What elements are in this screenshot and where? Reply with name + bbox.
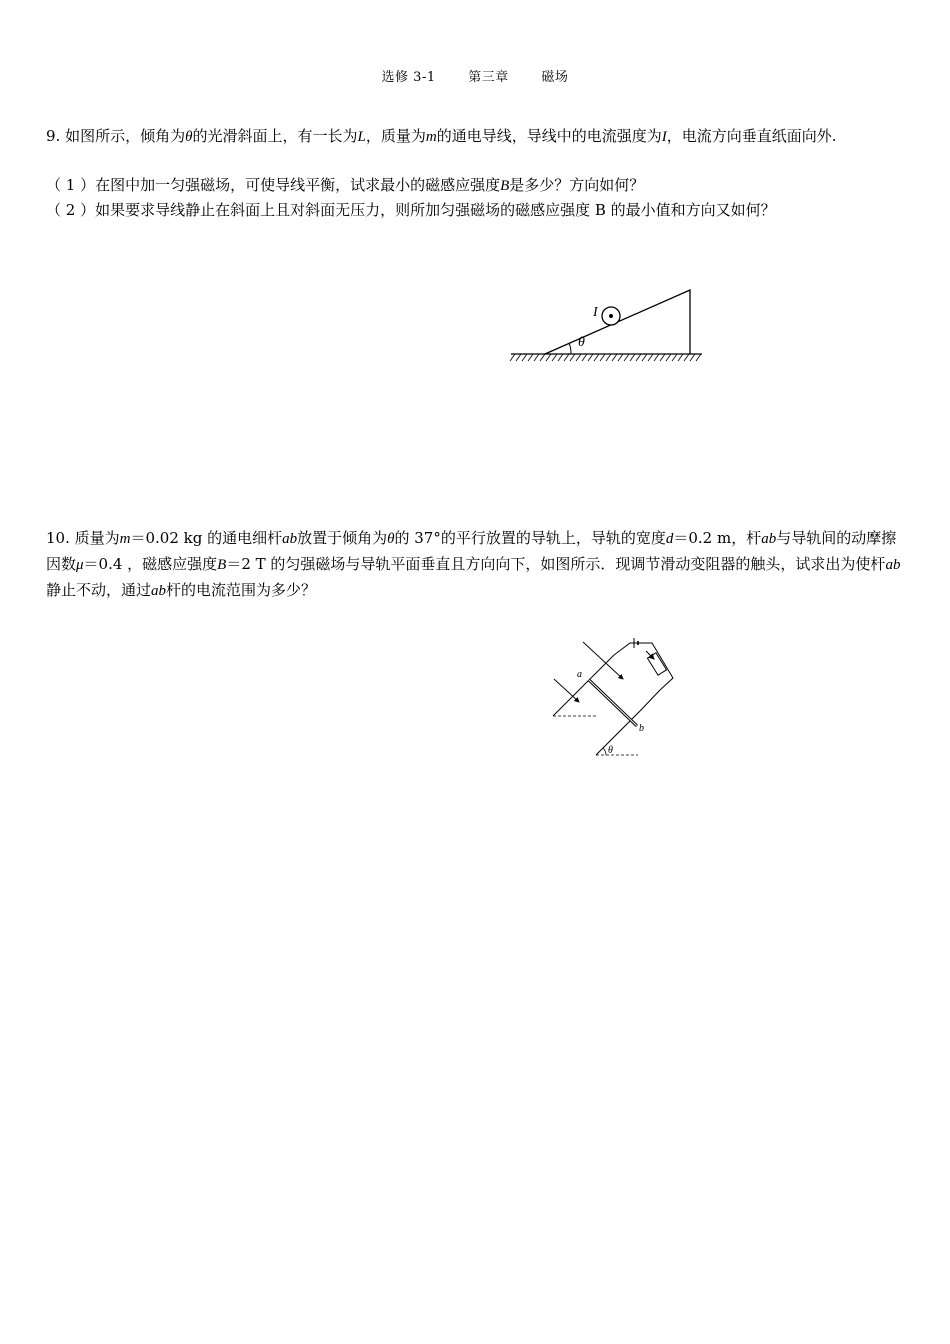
q9-text: ，质量为 bbox=[365, 127, 426, 145]
var-B: B bbox=[500, 178, 510, 194]
header-topic: 磁场 bbox=[541, 70, 569, 85]
var-ab: ab bbox=[761, 531, 777, 547]
var-theta: θ bbox=[387, 531, 395, 547]
q10-text: 10. 质量为 bbox=[46, 529, 120, 547]
rheostat bbox=[647, 653, 666, 675]
question-10-stem bbox=[46, 526, 908, 604]
q9-sub1-text: （ 1 ）在图中加一匀强磁场，可使导线平衡，试求最小的磁感应强度 bbox=[46, 176, 501, 194]
var-B: B bbox=[217, 557, 227, 573]
q10-text: 放置于倾角为 bbox=[297, 529, 388, 547]
q9-sub1-text: 是多少？方向如何？ bbox=[509, 176, 645, 194]
q9-text: 的通电导线，导线中的电流强度为 bbox=[436, 127, 662, 145]
var-m: m bbox=[119, 531, 131, 547]
incline-figure bbox=[505, 285, 705, 370]
var-mu: μ bbox=[76, 557, 84, 573]
var-ab: ab bbox=[885, 557, 901, 573]
q9-text: ，电流方向垂直纸面向外. bbox=[666, 127, 837, 145]
angle-arc bbox=[603, 748, 606, 755]
header-chapter: 第三章 bbox=[468, 70, 509, 85]
var-d: d bbox=[665, 531, 674, 547]
ground-hatching bbox=[510, 354, 701, 361]
header-course: 选修 3-1 bbox=[381, 70, 436, 85]
lower-rail bbox=[596, 711, 640, 755]
rail-figure bbox=[548, 635, 683, 760]
question-9-part-2: （ 2 ）如果要求导线静止在斜面上且对斜面无压力，则所加匀强磁场的磁感应强度 B 的最小值和方向又如何？ bbox=[46, 201, 776, 219]
var-m: m bbox=[425, 129, 437, 145]
var-ab: ab bbox=[282, 531, 298, 547]
var-theta: θ bbox=[185, 129, 193, 145]
q9-text: 的光滑斜面上，有一长为 bbox=[192, 127, 358, 145]
q10-text: ＝0.02 kg 的通电细杆 bbox=[130, 529, 283, 547]
label-b: b bbox=[639, 723, 644, 734]
field-arrow bbox=[554, 679, 579, 702]
page-header bbox=[0, 66, 950, 85]
q10-text: 静止不动，通过 bbox=[46, 581, 152, 599]
q10-text: 的 37°的平行放置的导轨上，导轨的宽度 bbox=[394, 529, 666, 547]
var-I: I bbox=[661, 129, 667, 145]
q10-text: ＝2 T 的匀强磁场与导轨平面垂直且方向向下，如图所示．现调节滑动变阻器的触头，试求出为使杆 bbox=[226, 555, 886, 573]
question-9-part-1 bbox=[46, 173, 908, 199]
label-theta: θ bbox=[578, 335, 585, 350]
q10-text: 与导轨间的动摩擦因数 bbox=[46, 529, 897, 573]
var-ab: ab bbox=[151, 583, 167, 599]
angle-arc bbox=[569, 343, 571, 354]
question-9-stem bbox=[46, 124, 908, 150]
q10-text: ＝0.2 m，杆 bbox=[673, 529, 762, 547]
label-theta: θ bbox=[608, 745, 613, 756]
current-out-of-page-dot bbox=[609, 314, 613, 318]
var-L: L bbox=[357, 129, 366, 145]
label-a: a bbox=[577, 669, 582, 680]
q9-text: 9. 如图所示，倾角为 bbox=[46, 127, 186, 145]
q10-text: 杆的电流范围为多少？ bbox=[166, 581, 317, 599]
q10-text: ＝0.4 ，磁感应强度 bbox=[83, 555, 218, 573]
field-arrow bbox=[583, 642, 623, 679]
label-I: I bbox=[593, 305, 598, 320]
